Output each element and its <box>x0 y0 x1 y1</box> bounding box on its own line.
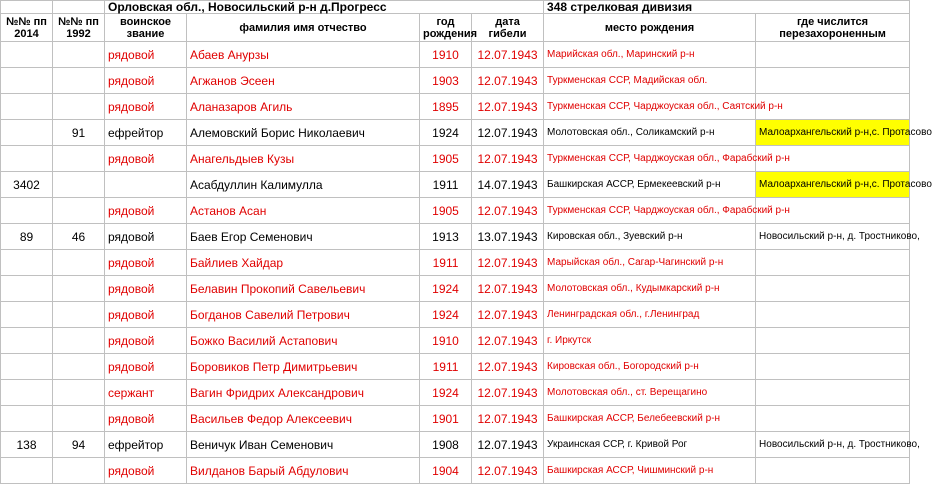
cell-burial[interactable] <box>756 42 910 68</box>
cell-birth-year[interactable]: 1903 <box>420 68 472 94</box>
cell-rank[interactable]: рядовой <box>105 354 187 380</box>
cell-num-2014[interactable] <box>1 380 53 406</box>
cell-birth-year[interactable]: 1911 <box>420 172 472 198</box>
table-row <box>1 302 910 328</box>
header-num-1992[interactable]: №№ пп 1992 <box>53 14 105 42</box>
cell-birthplace[interactable]: Молотовская обл., ст. Верещагино <box>544 380 756 406</box>
cell-burial[interactable] <box>756 380 910 406</box>
cell-num-1992[interactable] <box>53 276 105 302</box>
table-row <box>1 224 910 250</box>
cell-rank[interactable]: рядовой <box>105 198 187 224</box>
cell-rank[interactable]: рядовой <box>105 94 187 120</box>
cell-birthplace[interactable]: Марыйская обл., Сагар-Чагинский р-н <box>544 250 756 276</box>
cell-num-2014[interactable] <box>1 120 53 146</box>
header-rank[interactable]: воинское звание <box>105 14 187 42</box>
cell-birth-year[interactable]: 1910 <box>420 42 472 68</box>
cell-num-1992[interactable] <box>53 42 105 68</box>
cell-num-2014[interactable] <box>1 406 53 432</box>
cell-death-date[interactable]: 12.07.1943 <box>472 276 544 302</box>
cell-death-date[interactable]: 12.07.1943 <box>472 146 544 172</box>
cell-rank[interactable]: рядовой <box>105 302 187 328</box>
cell-birth-year[interactable]: 1924 <box>420 276 472 302</box>
cell-name[interactable]: Баев Егор Семенович <box>187 224 420 250</box>
table-row <box>1 354 910 380</box>
cell-num-2014[interactable] <box>1 458 53 484</box>
header-num-2014[interactable]: №№ пп 2014 <box>1 14 53 42</box>
cell-num-1992[interactable] <box>53 146 105 172</box>
cell-rank[interactable]: рядовой <box>105 68 187 94</box>
cell-num-2014[interactable] <box>1 146 53 172</box>
header-burial[interactable]: где числится перезахороненным <box>756 14 910 42</box>
cell-death-date[interactable]: 12.07.1943 <box>472 250 544 276</box>
cell-death-date[interactable]: 14.07.1943 <box>472 172 544 198</box>
cell-num-1992[interactable] <box>53 328 105 354</box>
cell-birthplace[interactable]: Ленинградская обл., г.Ленинград <box>544 302 756 328</box>
header-name[interactable]: фамилия имя отчество <box>187 14 420 42</box>
cell-num-1992[interactable] <box>53 250 105 276</box>
cell-death-date[interactable]: 12.07.1943 <box>472 432 544 458</box>
cell-birth-year[interactable]: 1905 <box>420 146 472 172</box>
cell-birth-year[interactable]: 1913 <box>420 224 472 250</box>
cell-birthplace[interactable]: Туркменская ССР, Чарджоуская обл., Саятский р-н <box>544 94 756 120</box>
table-row <box>1 94 910 120</box>
cell-birth-year[interactable]: 1901 <box>420 406 472 432</box>
cell-rank[interactable]: рядовой <box>105 406 187 432</box>
table-row <box>1 380 910 406</box>
cell-num-2014[interactable] <box>1 328 53 354</box>
cell-num-1992[interactable] <box>53 406 105 432</box>
table-row <box>1 328 910 354</box>
cell-num-2014[interactable] <box>1 42 53 68</box>
cell-birthplace[interactable]: Туркменская ССР, Мадийская обл. <box>544 68 756 94</box>
sheet-title-row <box>1 1 910 14</box>
cell-death-date[interactable]: 12.07.1943 <box>472 68 544 94</box>
cell-num-2014[interactable] <box>1 354 53 380</box>
cell-name[interactable]: Вагин Фридрих Александрович <box>187 380 420 406</box>
cell-birthplace[interactable]: Башкирская АССР, Чишминский р-н <box>544 458 756 484</box>
cell-birthplace[interactable]: Кировская обл., Зуевский р-н <box>544 224 756 250</box>
cell-burial[interactable] <box>756 328 910 354</box>
cell-num-2014[interactable]: 138 <box>1 432 53 458</box>
region-title[interactable]: Орловская обл., Новосильский р-н д.Прогресс <box>105 1 544 14</box>
cell-burial[interactable]: Новосильский р-н, д. Тростниково, <box>756 432 910 458</box>
cell-death-date[interactable]: 12.07.1943 <box>472 42 544 68</box>
cell-rank[interactable]: рядовой <box>105 224 187 250</box>
cell-num-1992[interactable] <box>53 354 105 380</box>
cell-num-1992[interactable] <box>53 380 105 406</box>
cell-death-date[interactable]: 12.07.1943 <box>472 302 544 328</box>
cell-death-date[interactable]: 12.07.1943 <box>472 406 544 432</box>
cell-birthplace[interactable]: Башкирская АССР, Ермекеевский р-н <box>544 172 756 198</box>
header-birth-year[interactable]: год рождения <box>420 14 472 42</box>
cell-rank[interactable] <box>105 172 187 198</box>
cell-rank[interactable]: ефрейтор <box>105 432 187 458</box>
cell-rank[interactable]: рядовой <box>105 42 187 68</box>
cell-name[interactable]: Божко Василий Астапович <box>187 328 420 354</box>
cell-num-2014[interactable]: 3402 <box>1 172 53 198</box>
cell-name[interactable]: Веничук Иван Семенович <box>187 432 420 458</box>
cell-birthplace[interactable]: Башкирская АССР, Белебеевский р-н <box>544 406 756 432</box>
table-row <box>1 432 910 458</box>
cell-birthplace[interactable]: г. Иркутск <box>544 328 756 354</box>
cell-rank[interactable]: рядовой <box>105 250 187 276</box>
cell-burial[interactable] <box>756 276 910 302</box>
table-row <box>1 276 910 302</box>
cell-death-date[interactable]: 13.07.1943 <box>472 224 544 250</box>
cell-burial[interactable] <box>756 406 910 432</box>
cell-name[interactable]: Алемовский Борис Николаевич <box>187 120 420 146</box>
cell-name[interactable]: Анагельдыев Кузы <box>187 146 420 172</box>
cell-name[interactable]: Аланазаров Агиль <box>187 94 420 120</box>
cell-birthplace[interactable]: Туркменская ССР, Чарджоуская обл., Фарабский р-н <box>544 198 756 224</box>
division-title[interactable]: 348 стрелковая дивизия <box>544 1 910 14</box>
cell-num-1992[interactable]: 46 <box>53 224 105 250</box>
cell-birth-year[interactable]: 1908 <box>420 432 472 458</box>
cell-birth-year[interactable]: 1924 <box>420 302 472 328</box>
cell-num-1992[interactable] <box>53 198 105 224</box>
cell-num-1992[interactable] <box>53 172 105 198</box>
table-row <box>1 120 910 146</box>
table-row <box>1 198 910 224</box>
cell-name[interactable]: Вилданов Барый Абдулович <box>187 458 420 484</box>
cell-num-2014[interactable]: 89 <box>1 224 53 250</box>
cell-death-date[interactable]: 12.07.1943 <box>472 198 544 224</box>
cell-num-1992[interactable]: 91 <box>53 120 105 146</box>
cell-burial[interactable] <box>756 458 910 484</box>
cell-num-1992[interactable] <box>53 458 105 484</box>
cell-birth-year[interactable]: 1905 <box>420 198 472 224</box>
cell-name[interactable]: Агжанов Эсеен <box>187 68 420 94</box>
cell-rank[interactable]: рядовой <box>105 458 187 484</box>
cell-num-1992[interactable] <box>53 302 105 328</box>
cell-name[interactable]: Абаев Анурзы <box>187 42 420 68</box>
cell-birthplace[interactable]: Кировская обл., Богородский р-н <box>544 354 756 380</box>
header-birthplace[interactable]: место рождения <box>544 14 756 42</box>
cell-num-2014[interactable] <box>1 198 53 224</box>
cell-burial[interactable] <box>756 302 910 328</box>
cell-name[interactable]: Васильев Федор Алексеевич <box>187 406 420 432</box>
cell[interactable] <box>1 1 53 14</box>
cell[interactable] <box>53 1 105 14</box>
cell-birth-year[interactable]: 1910 <box>420 328 472 354</box>
cell-rank[interactable]: рядовой <box>105 276 187 302</box>
cell-num-2014[interactable] <box>1 276 53 302</box>
cell-death-date[interactable]: 12.07.1943 <box>472 380 544 406</box>
table-row <box>1 250 910 276</box>
cell-num-1992[interactable] <box>53 94 105 120</box>
cell-burial[interactable]: Малоархангельский р-н,с. Протасово <box>756 172 910 198</box>
cell-burial[interactable] <box>756 68 910 94</box>
table-row <box>1 146 910 172</box>
cell-birth-year[interactable]: 1904 <box>420 458 472 484</box>
cell-birthplace[interactable]: Молотовская обл., Соликамский р-н <box>544 120 756 146</box>
table-row <box>1 68 910 94</box>
cell-num-2014[interactable] <box>1 68 53 94</box>
cell-death-date[interactable]: 12.07.1943 <box>472 354 544 380</box>
cell-name[interactable]: Белавин Прокопий Савельевич <box>187 276 420 302</box>
cell-death-date[interactable]: 12.07.1943 <box>472 328 544 354</box>
cell-burial[interactable] <box>756 250 910 276</box>
cell-burial[interactable]: Новосильский р-н, д. Тростниково, <box>756 224 910 250</box>
cell-birthplace[interactable]: Марийская обл., Маринский р-н <box>544 42 756 68</box>
cell-death-date[interactable]: 12.07.1943 <box>472 120 544 146</box>
cell-num-2014[interactable] <box>1 94 53 120</box>
cell-birth-year[interactable]: 1911 <box>420 354 472 380</box>
cell-num-2014[interactable] <box>1 250 53 276</box>
cell-birthplace[interactable]: Молотовская обл., Кудымкарский р-н <box>544 276 756 302</box>
rows-body <box>1 42 932 484</box>
table-row <box>1 458 910 484</box>
cell-death-date[interactable]: 12.07.1943 <box>472 94 544 120</box>
table-row <box>1 42 910 68</box>
table-row <box>1 406 910 432</box>
cell-birthplace[interactable]: Украинская ССР, г. Кривой Рог <box>544 432 756 458</box>
cell-rank[interactable]: ефрейтор <box>105 120 187 146</box>
cell-rank[interactable]: рядовой <box>105 146 187 172</box>
cell-name[interactable]: Боровиков Петр Димитрьевич <box>187 354 420 380</box>
cell-name[interactable]: Богданов Савелий Петрович <box>187 302 420 328</box>
header-row <box>1 14 910 42</box>
cell-birth-year[interactable]: 1911 <box>420 250 472 276</box>
cell-num-2014[interactable] <box>1 302 53 328</box>
cell-num-1992[interactable] <box>53 68 105 94</box>
table-row <box>1 172 910 198</box>
cell-name[interactable]: Астанов Асан <box>187 198 420 224</box>
cell-birthplace[interactable]: Туркменская ССР, Чарджоуская обл., Фарабский р-н <box>544 146 756 172</box>
cell-death-date[interactable]: 12.07.1943 <box>472 458 544 484</box>
header-death-date[interactable]: дата гибели <box>472 14 544 42</box>
cell-num-1992[interactable]: 94 <box>53 432 105 458</box>
cell-burial[interactable]: Малоархангельский р-н,с. Протасово <box>756 120 910 146</box>
cell-birth-year[interactable]: 1895 <box>420 94 472 120</box>
cell-name[interactable]: Асабдуллин Калимулла <box>187 172 420 198</box>
cell-rank[interactable]: сержант <box>105 380 187 406</box>
cell-rank[interactable]: рядовой <box>105 328 187 354</box>
cell-birth-year[interactable]: 1924 <box>420 380 472 406</box>
cell-name[interactable]: Байлиев Хайдар <box>187 250 420 276</box>
cell-burial[interactable] <box>756 354 910 380</box>
cell-birth-year[interactable]: 1924 <box>420 120 472 146</box>
